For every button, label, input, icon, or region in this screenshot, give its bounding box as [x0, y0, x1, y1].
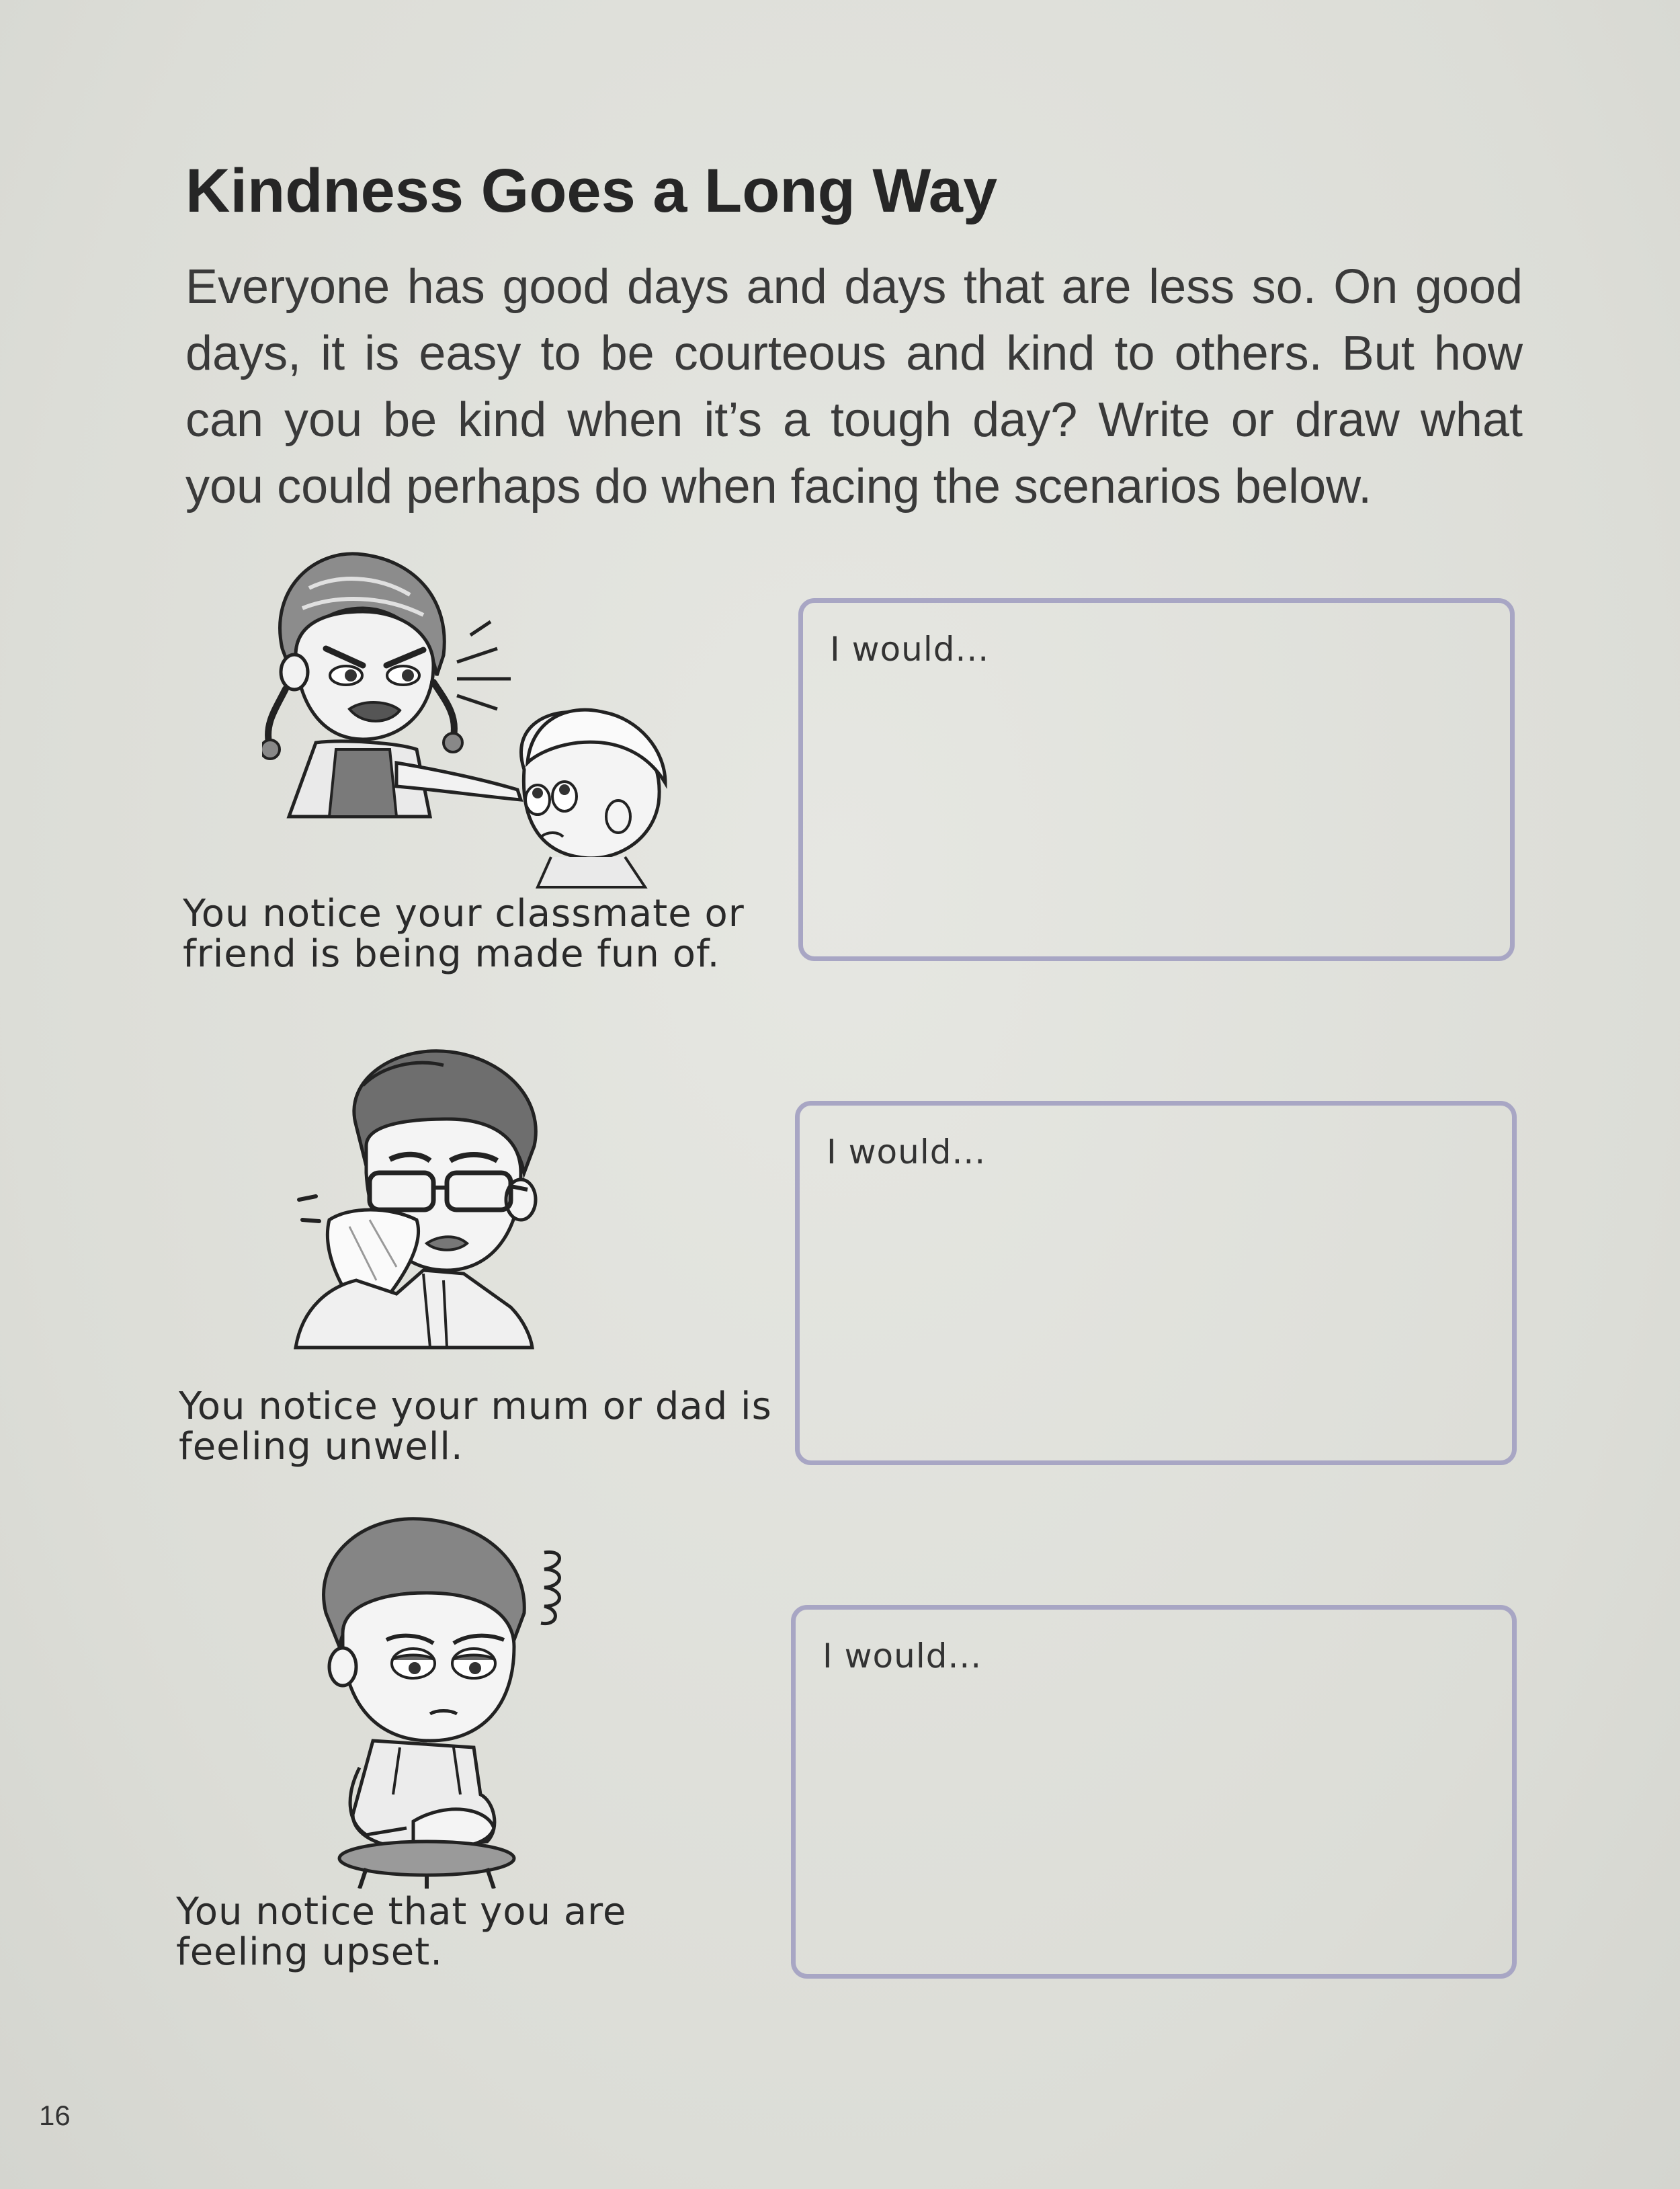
upset-child-sitting-illustration: [312, 1512, 581, 1889]
scenario-caption-3: [176, 1892, 626, 1973]
intro-paragraph: Everyone has good days and days that are less so. On good days, it is easy to be courteous and kind to others. But how can you be kind when it’s a tough day? Write or draw what you could perhaps do when facing the scenarios below.: [185, 260, 1523, 513]
scenario-caption-2: [179, 1387, 772, 1467]
answer-prompt: I would...: [830, 630, 990, 669]
page-title: Kindness Goes a Long Way: [185, 157, 998, 225]
answer-prompt: I would...: [827, 1132, 986, 1171]
caption-line: You notice your classmate or: [183, 892, 745, 936]
answer-prompt: I would...: [823, 1637, 982, 1676]
caption-line: You notice your mum or dad is: [179, 1385, 772, 1428]
caption-line: friend is being made fun of.: [183, 932, 720, 976]
answer-box-2[interactable]: [795, 1101, 1517, 1465]
sick-man-with-tissue-illustration: [289, 1038, 591, 1361]
caption-line: feeling unwell.: [179, 1425, 464, 1469]
page-number: 16: [39, 2100, 71, 2131]
caption-line: You notice that you are: [176, 1890, 627, 1934]
caption-line: feeling upset.: [176, 1930, 444, 1974]
answer-box-1[interactable]: [798, 598, 1515, 961]
girl-pointing-at-boy-illustration: [262, 548, 706, 891]
answer-box-3[interactable]: [791, 1605, 1517, 1979]
scenario-caption-1: [183, 894, 745, 975]
